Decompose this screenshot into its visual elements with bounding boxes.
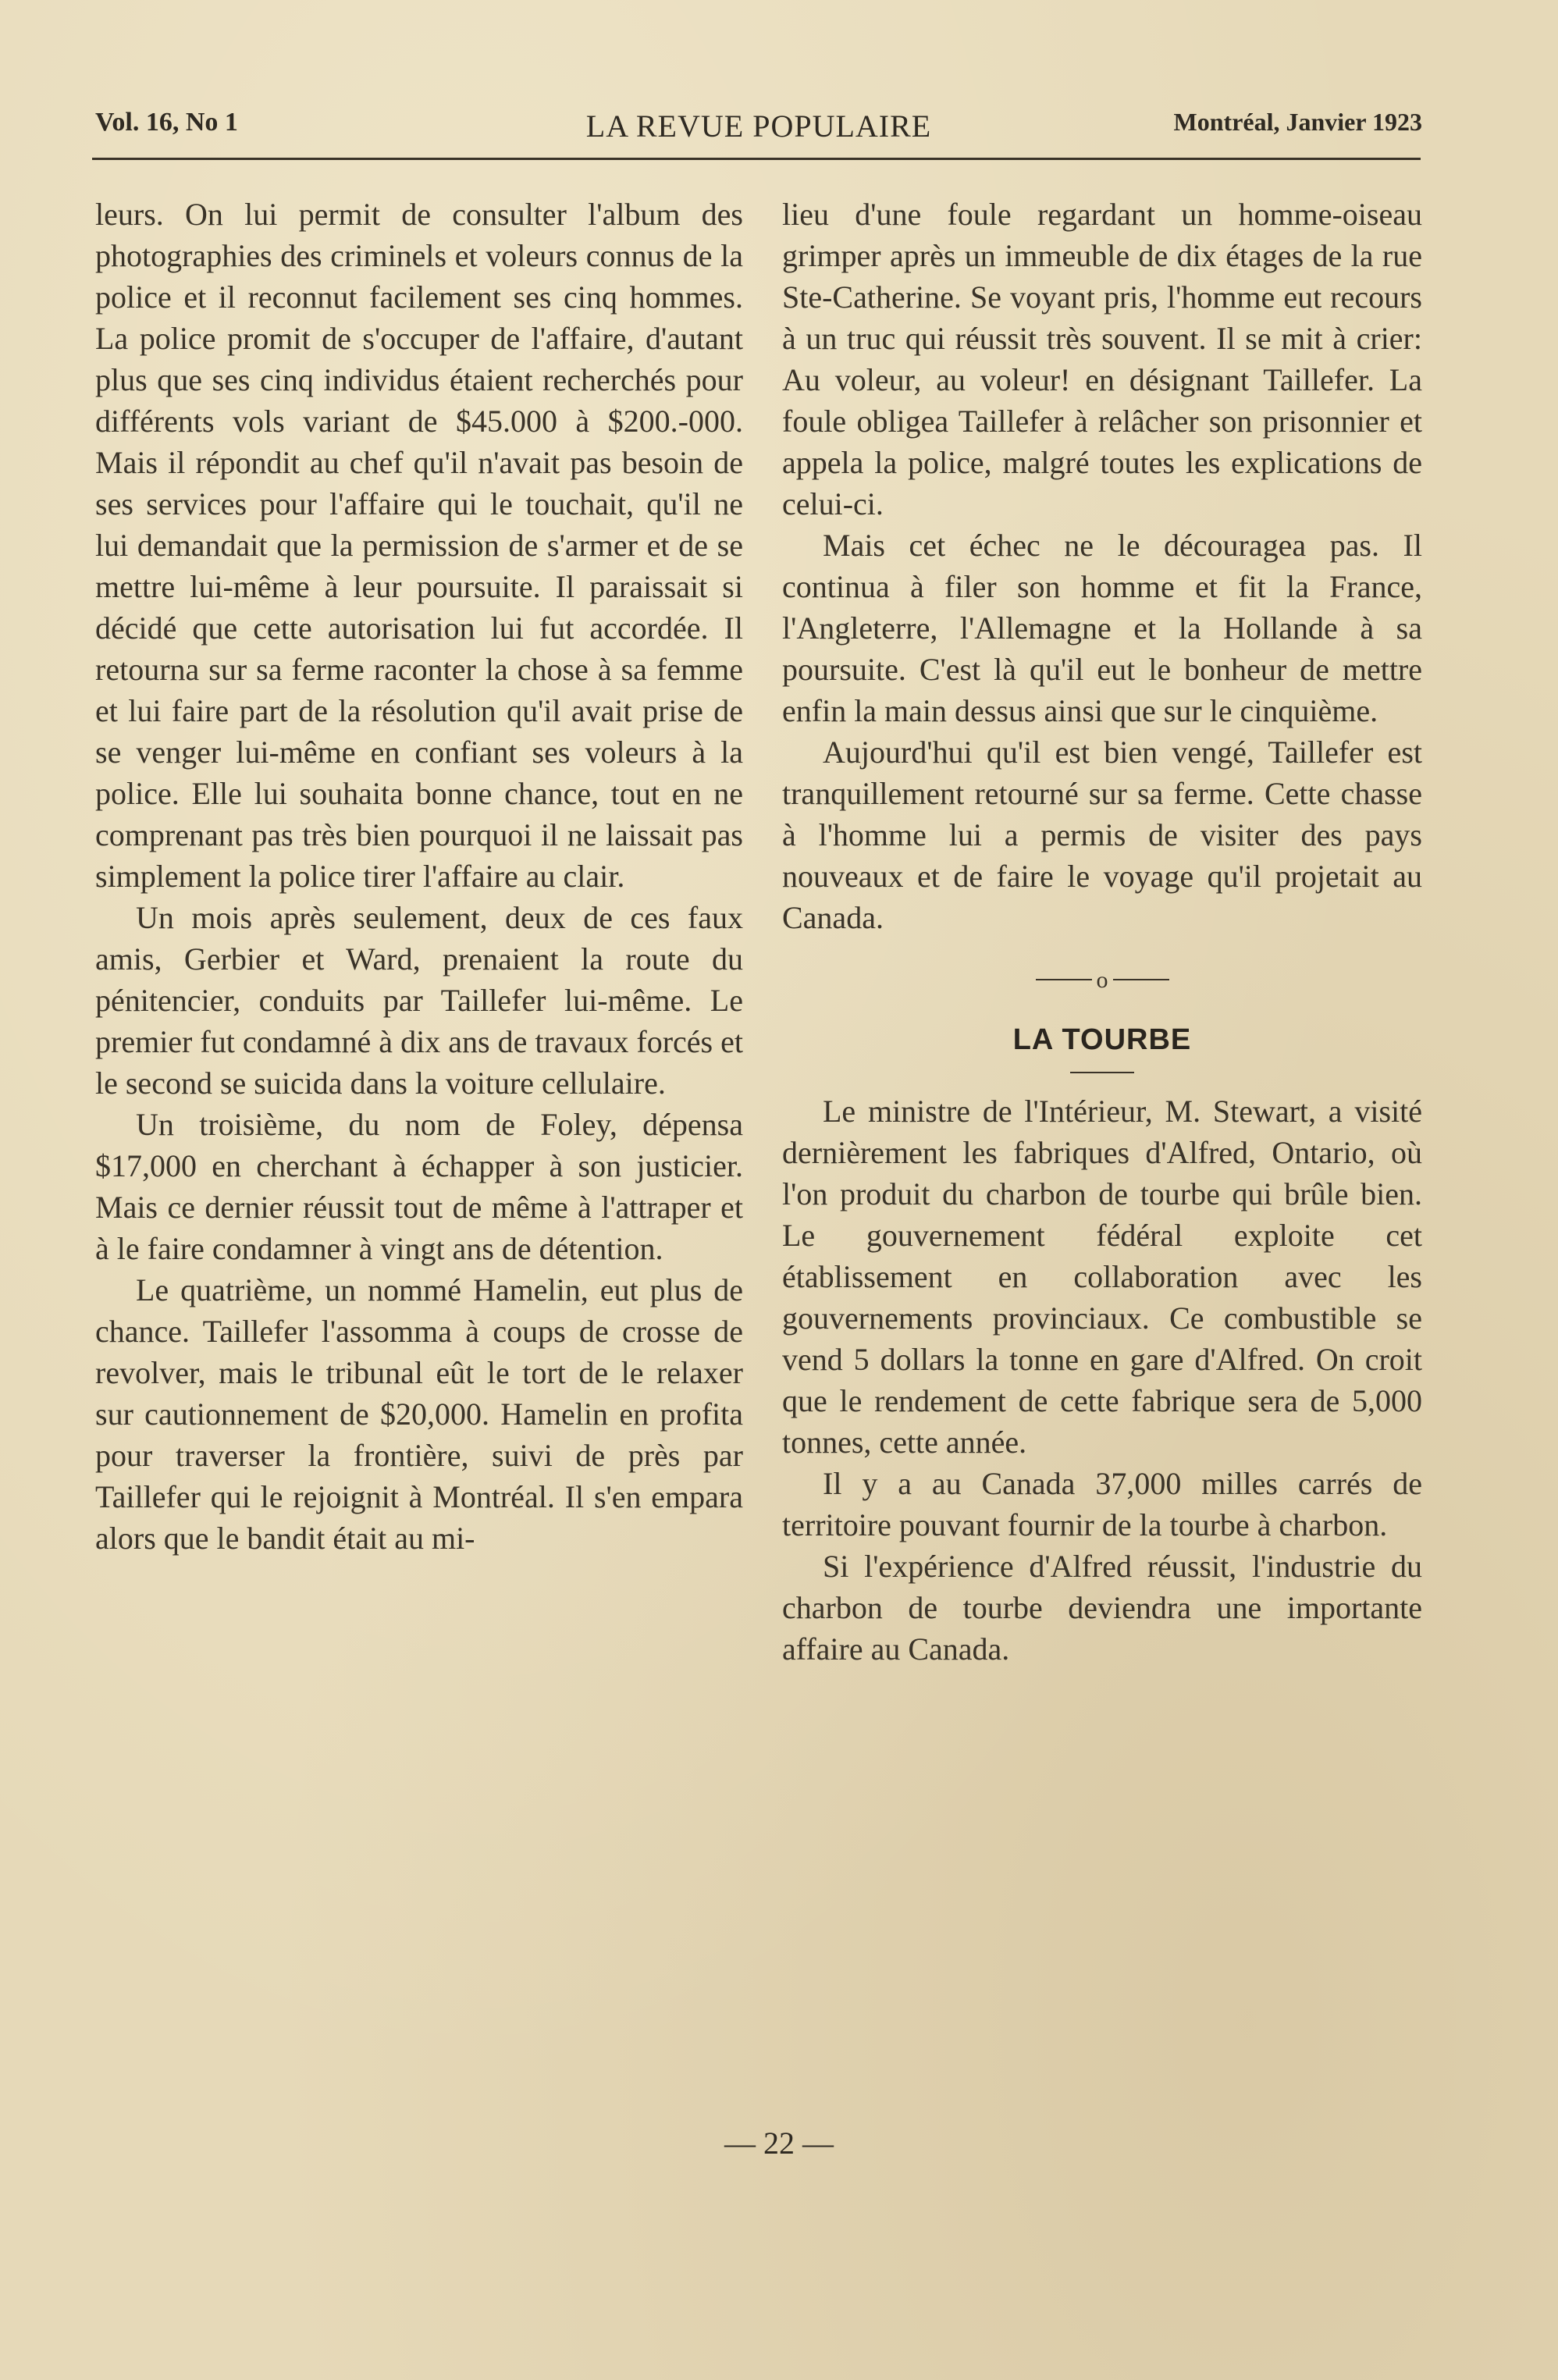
- paragraph: Le quatrième, un nommé Hamelin, eut plus de chance. Taillefer l'assomma à coups de crosse de revolver, mais le tribunal eût le tort de le relaxer sur cautionnement de $20,000. Hamelin en profita pour traverser la frontière, suivi de près par Taillefer qui le rejoignit à Montréal. Il s'en empara alors que le bandit était au mi-: [95, 1272, 743, 1556]
- section-title: LA TOURBE: [1012, 1023, 1192, 1056]
- separator-line-left: [1036, 979, 1092, 980]
- section-separator: [782, 957, 1422, 1001]
- header-rule: [92, 158, 1421, 160]
- page-number: — 22 —: [724, 2126, 834, 2161]
- page-header: [95, 108, 1422, 155]
- paragraph: Un troisième, du nom de Foley, dépensa $17,000 en cherchant à échapper à son justicier. Mais ce dernier réussit tout de même à l'attraper et à le faire condamner à vingt ans de détention.: [95, 1107, 743, 1266]
- paragraph: Aujourd'hui qu'il est bien vengé, Taillefer est tranquillement retourné sur sa ferme. Cette chasse à l'homme lui a permis de visiter des pays nouveaux et de faire le voyage qu'il projetait au Canada.: [782, 735, 1422, 935]
- volume-number: Vol. 16, No 1: [95, 108, 238, 137]
- paragraph: leurs. On lui permit de consulter l'album des photographies des criminels et voleurs connus de la police et il reconnut facilement ses cinq hommes. La police promit de s'occuper de l'affaire, d'autant plus que ses cinq individus étaient recherchés pour différents vols variant de $45.000 à $200.-000. Mais il répondit au chef qu'il n'avait pas besoin de ses services pour l'affaire qui le touchait, qu'il ne lui demandait que la permission de s'armer et de se mettre lui-même à leur poursuite. Il paraissait si décidé que cette autorisation lui fut accordée. Il retourna sur sa ferme raconter la chose à sa femme et lui faire part de la résolution qu'il avait prise de se venger lui-même en confiant ses voleurs à la police. Elle lui souhaita bonne chance, tout en ne comprenant pas très bien pourquoi il ne laissait pas simplement la police tirer l'affaire au clair.: [95, 197, 743, 894]
- paragraph: Un mois après seulement, deux de ces faux amis, Gerbier et Ward, prenaient la route du pénitencier, conduits par Taillefer lui-même. Le premier fut condamné à dix ans de travaux forcés et le second se suicida dans la voiture cellulaire.: [95, 900, 743, 1101]
- paragraph: Mais cet échec ne le découragea pas. Il continua à filer son homme et fit la France, l'Angleterre, l'Allemagne et la Hollande à sa poursuite. C'est là qu'il eut le bonheur de mettre enfin la main dessus ainsi que sur le cinquième.: [782, 528, 1422, 728]
- publication-title: LA REVUE POPULAIRE: [585, 109, 932, 144]
- title-rule: [1070, 1072, 1134, 1073]
- left-column: [95, 194, 743, 1559]
- paragraph: Si l'expérience d'Alfred réussit, l'industrie du charbon de tourbe deviendra une importante affaire au Canada.: [782, 1548, 1422, 1667]
- paragraph: Le ministre de l'Intérieur, M. Stewart, a visité dernièrement les fabriques d'Alfred, Ontario, où l'on produit du charbon de tourbe qui brûle bien. Le gouvernement fédéral exploite cet établissement en collaboration avec les gouvernements provinciaux. Ce combustible se vend 5 dollars la tonne en gare d'Alfred. On croit que le rendement de cette fabrique sera de 5,000 tonnes, cette année.: [782, 1093, 1422, 1460]
- right-column: [782, 194, 1422, 1670]
- separator-mark: o: [1096, 966, 1108, 993]
- issue-date: Montréal, Janvier 1923: [1173, 108, 1422, 136]
- paragraph: Il y a au Canada 37,000 milles carrés de territoire pouvant fournir de la tourbe à charbon.: [782, 1465, 1422, 1542]
- separator-line-right: [1113, 979, 1169, 980]
- paragraph: lieu d'une foule regardant un homme-oiseau grimper après un immeuble de dix étages de la rue Ste-Catherine. Se voyant pris, l'homme eut recours à un truc qui réussit très souvent. Il se mit à crier: Au voleur, au voleur! en désignant Taillefer. La foule obligea Taillefer à relâcher son prisonnier et appela la police, malgré toutes les explications de celui-ci.: [782, 197, 1422, 521]
